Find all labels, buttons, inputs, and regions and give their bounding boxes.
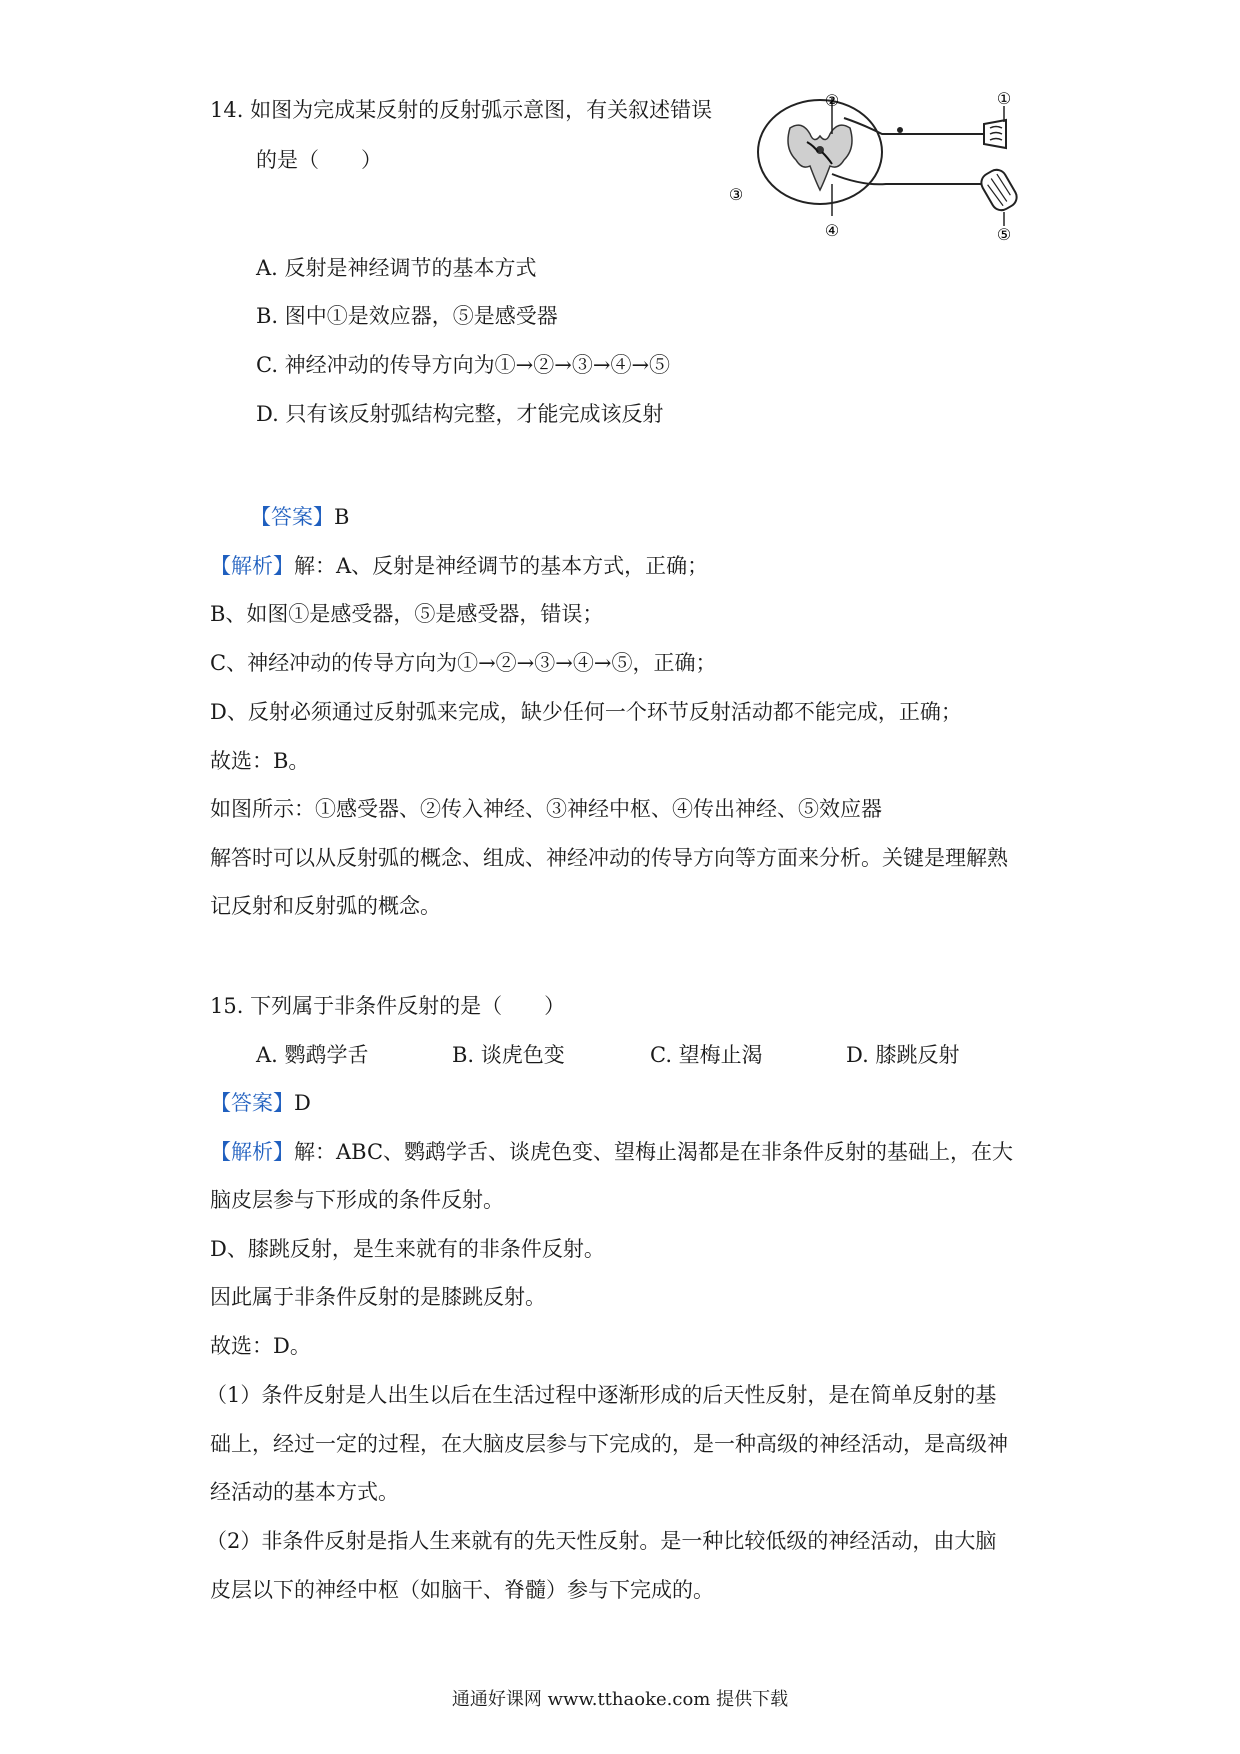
q14-analysis-line: 记反射和反射弧的概念。 (210, 894, 441, 918)
q15-analysis-line: D、膝跳反射，是生来就有的非条件反射。 (210, 1237, 605, 1261)
q14-analysis-line: D、反射必须通过反射弧来完成，缺少任何一个环节反射活动都不能完成，正确； (210, 700, 962, 724)
q15-analysis-line: 皮层以下的神经中枢（如脑干、脊髓）参与下完成的。 (210, 1578, 714, 1602)
q14-option-d: D. 只有该反射弧结构完整，才能完成该反射 (256, 402, 664, 426)
receptor-shape (984, 120, 1006, 148)
diagram-label-4: ④ (824, 221, 840, 240)
q15-analysis-line: （2）非条件反射是指人生来就有的先天性反射。是一种比较低级的神经活动，由大脑 (206, 1529, 997, 1553)
q15-answer (210, 1089, 311, 1117)
q14-analysis-first (210, 552, 708, 580)
effector-shape (978, 166, 1021, 214)
q14-option-c: C. 神经冲动的传导方向为①→②→③→④→⑤ (256, 353, 671, 377)
q14-answer-tag: 【答案】 (250, 505, 334, 529)
q14-analysis-text: 解：A、反射是神经调节的基本方式，正确； (294, 554, 709, 578)
q15-answer-value: D (294, 1091, 311, 1115)
q15-option-a: A. 鹦鹉学舌 (256, 1043, 369, 1067)
q14-analysis-tag: 【解析】 (210, 554, 294, 578)
q15-analysis-first (210, 1138, 1013, 1166)
diagram-label-2: ② (824, 91, 840, 110)
page-footer: 通通好课网 www.tthaoke.com 提供下载 (451, 1689, 789, 1710)
q15-option-b: B. 谈虎色变 (452, 1043, 565, 1067)
q14-analysis-line: 如图所示：①感受器、②传入神经、③神经中枢、④传出神经、⑤效应器 (210, 797, 882, 821)
q15-option-d: D. 膝跳反射 (846, 1043, 960, 1067)
q14-analysis-line: B、如图①是感受器，⑤是感受器，错误； (210, 602, 604, 626)
ganglion-dot (897, 127, 903, 133)
reflex-arc-diagram (728, 89, 1052, 260)
q14-answer (250, 503, 349, 531)
diagram-label-3: ③ (728, 185, 744, 204)
q15-option-c: C. 望梅止渴 (650, 1043, 763, 1067)
q15-analysis-tag: 【解析】 (210, 1140, 294, 1164)
q15-analysis-line: 经活动的基本方式。 (210, 1480, 399, 1504)
q15-analysis-line: 故选：D。 (210, 1334, 311, 1358)
q15-analysis-line: 因此属于非条件反射的是膝跳反射。 (210, 1285, 546, 1309)
diagram-label-1: ① (996, 89, 1012, 108)
q15-analysis-line: 脑皮层参与下形成的条件反射。 (210, 1188, 504, 1212)
q14-answer-value: B (334, 505, 350, 529)
q14-option-a: A. 反射是神经调节的基本方式 (256, 256, 537, 280)
q14-analysis-line: 解答时可以从反射弧的概念、组成、神经冲动的传导方向等方面来分析。关键是理解熟 (210, 846, 1008, 870)
q15-analysis-line: 础上，经过一定的过程，在大脑皮层参与下完成的，是一种高级的神经活动，是高级神 (210, 1432, 1008, 1456)
spinal-cord-section (758, 100, 882, 204)
q14-stem-line2: 的是（ ） (256, 148, 382, 172)
q14-stem-line1: 14. 如图为完成某反射的反射弧示意图，有关叙述错误 (210, 98, 713, 122)
q15-analysis-line: （1）条件反射是人出生以后在生活过程中逐渐形成的后天性反射，是在简单反射的基 (206, 1383, 997, 1407)
q14-analysis-line: C、神经冲动的传导方向为①→②→③→④→⑤，正确； (210, 651, 717, 675)
diagram-label-5: ⑤ (996, 225, 1012, 244)
q15-answer-tag: 【答案】 (210, 1091, 294, 1115)
q15-stem: 15. 下列属于非条件反射的是（ ） (210, 994, 566, 1018)
q14-analysis-line: 故选：B。 (210, 749, 310, 773)
q15-analysis-text: 解：ABC、鹦鹉学舌、谈虎色变、望梅止渴都是在非条件反射的基础上，在大 (294, 1140, 1014, 1164)
q14-option-b: B. 图中①是效应器，⑤是感受器 (256, 304, 558, 328)
